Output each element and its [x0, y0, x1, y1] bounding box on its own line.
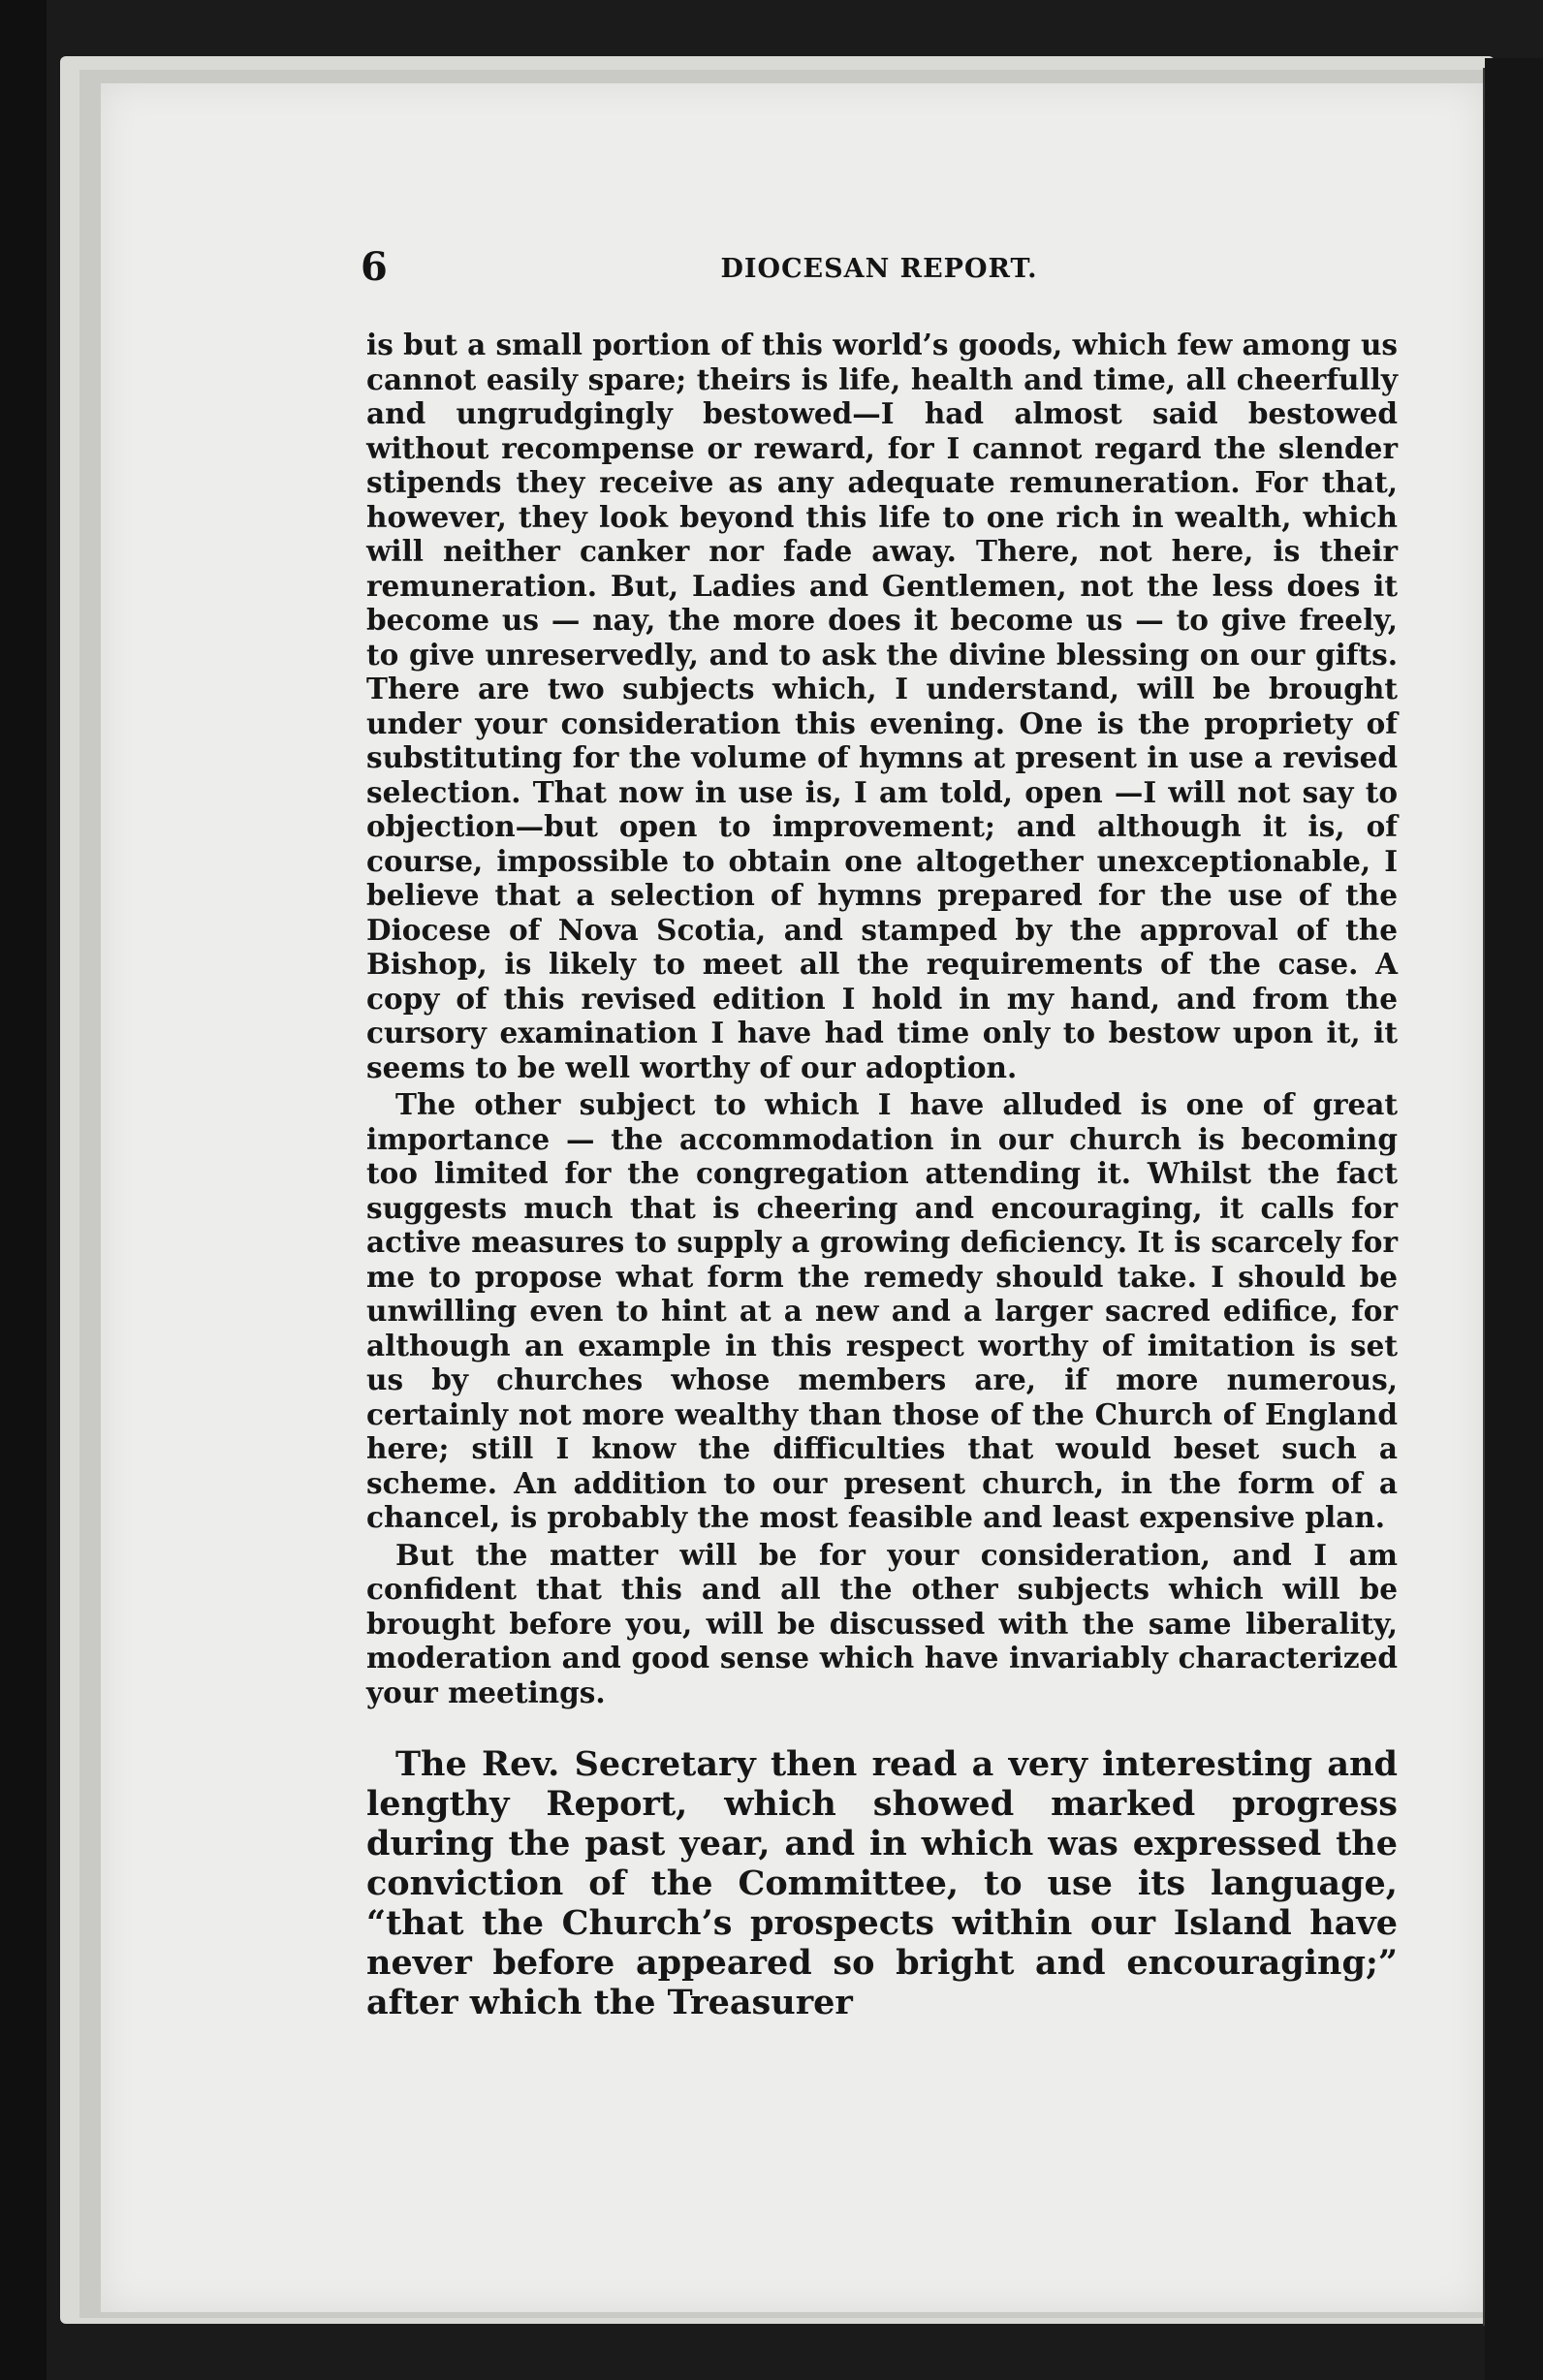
page-header: [361, 244, 1398, 293]
speech-paragraph: is but a small portion of this world’s goods, which few among us cannot easily spare; theirs is life, health and time, all cheerfully and ungrudgingly bestowed—I had almost said bestowed without recompense or reward, for I cannot regard the slender stipends they receive as any adequate remuneration. For that, however, they look beyond this life to one rich in wealth, which will neither canker nor fade away. There, not here, is their remuneration. But, Ladies and Gentlemen, not the less does it become us — nay, the more does it become us — to give freely, to give unreservedly, and to ask the divine blessing on our gifts. There are two subjects which, I understand, will be brought under your consideration this evening. One is the propriety of substituting for the volume of hymns at present in use a revised selection. That now in use is, I am told, open —I will not say to objection—but open to improvement; and although it is, of course, impossible to obtain one altogether unexceptionable, I believe that a selection of hymns prepared for the use of the Diocese of Nova Scotia, and stamped by the approval of the Bishop, is likely to meet all the requirements of the case. A copy of this revised edition I hold in my hand, and from the cursory examination I have had time only to bestow upon it, it seems to be well worthy of our adoption.: [366, 328, 1398, 1084]
page-number: 6: [361, 244, 388, 290]
speech-paragraph: The other subject to which I have alluded is one of great importance — the accommodation in our church is becoming too limited for the congregation attending it. Whilst the fact suggests much that is cheering and encouraging, it calls for active measures to supply a growing deficiency. It is scarcely for me to propose what form the remedy should take. I should be unwilling even to hint at a new and a larger sacred edifice, for although an example in this respect worthy of imitation is set us by churches whose members are, if more numerous, certainly not more wealthy than those of the Church of England here; still I know the difficulties that would beset such a scheme. An addition to our present church, in the form of a chancel, is probably the most feasible and least expensive plan.: [366, 1087, 1398, 1534]
speech-text: [366, 328, 1398, 1709]
page-body: [366, 328, 1398, 2022]
narrative-paragraph: The Rev. Secretary then read a very interesting and lengthy Report, which showed marked progress during the past year, and in which was expressed the conviction of the Committee, to use its language, “that the Church’s prospects within our Island have never before appeared so bright and encouraging;” after which the Treasurer: [366, 1744, 1398, 2022]
book-spine-shadow: [0, 0, 47, 2380]
speech-paragraph: But the matter will be for your consideration, and I am confident that this and all the other subjects which will be brought before you, will be discussed with the same liberality, moderation and good sense which have invariably characterized your meetings.: [366, 1537, 1398, 1709]
facing-page-shadow: [1485, 58, 1543, 2380]
running-head: DIOCESAN REPORT.: [720, 254, 1038, 284]
